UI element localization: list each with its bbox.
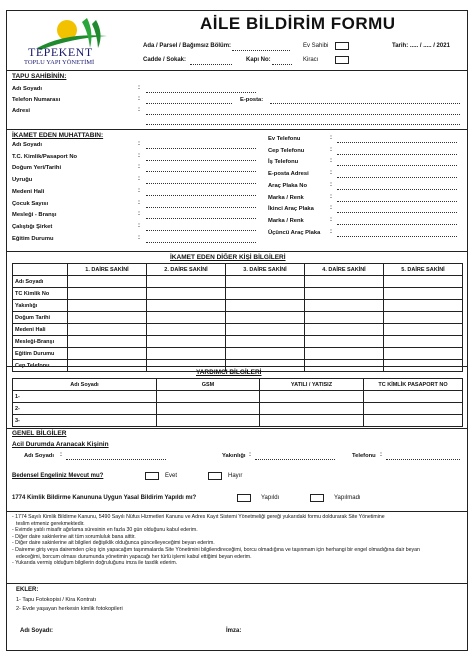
ikamet-left-label: Çalıştığı Şirket (12, 223, 53, 230)
yardimci-table-body (13, 391, 463, 427)
colon: : (138, 164, 140, 171)
ikamet-right-label: İkinci Araç Plaka (268, 206, 314, 213)
diger-col-header: 1. DAİRE SAKİNİ (68, 264, 147, 276)
kiraci-label: Kiracı (303, 57, 319, 63)
table-row (13, 288, 463, 300)
ikamet-section-title: İKAMET EDEN MUHATTABIN: (12, 132, 104, 139)
diger-cell[interactable] (147, 276, 226, 288)
diger-cell[interactable] (147, 348, 226, 360)
colon: : (330, 135, 332, 141)
ikamet-left-label: Uyruğu (12, 177, 33, 184)
diger-row-label: Adı Soyadı (13, 276, 68, 288)
colon: : (330, 170, 332, 177)
ikamet-right-field[interactable] (337, 165, 457, 166)
note-item: edeceğimi, borcum olması durumunda yönetimin yapacağı her türlü işlemi kabul ettiğimi beyan ederim. (16, 553, 252, 560)
acil-relation-field[interactable] (255, 459, 335, 460)
diger-col-header: 4. DAİRE SAKİNİ (305, 264, 384, 276)
acil-name-field[interactable] (66, 459, 166, 460)
ikamet-right-field[interactable] (337, 189, 457, 190)
colon: : (330, 205, 332, 212)
table-row (13, 348, 463, 360)
ikamet-left-field[interactable] (146, 242, 256, 243)
diger-row-label: TC Kimlik No (13, 288, 68, 300)
yardimci-row-label[interactable]: 1- (13, 391, 157, 403)
table-row (13, 276, 463, 288)
diger-cell[interactable] (68, 312, 147, 324)
ikamet-right-field[interactable] (337, 224, 457, 225)
ikamet-left-label: Mesleği - Branşı (12, 212, 57, 219)
diger-cell[interactable] (384, 336, 463, 348)
yardimci-row-label[interactable]: 3- (13, 415, 157, 427)
declaration-notes (12, 514, 464, 567)
ikamet-left-label: Adı Soyadı (12, 142, 42, 148)
colon: : (380, 452, 382, 458)
diger-cell[interactable] (305, 276, 384, 288)
tapu-address-field-2[interactable] (146, 124, 460, 125)
colon: : (138, 187, 140, 194)
diger-col-header: 2. DAİRE SAKİNİ (147, 264, 226, 276)
colon: : (249, 452, 251, 458)
diger-cell[interactable] (305, 336, 384, 348)
diger-cell[interactable] (147, 312, 226, 324)
yardimci-cell[interactable] (157, 415, 260, 427)
diger-cell[interactable] (68, 276, 147, 288)
ikamet-left-label: T.C. Kimlik/Pasaport No (12, 153, 78, 160)
diger-table-body (13, 276, 463, 372)
diger-table (12, 263, 463, 372)
colon: : (330, 181, 332, 188)
diger-cell[interactable] (147, 288, 226, 300)
evet-checkbox[interactable] (145, 472, 159, 480)
ikamet-left-label: Eğitim Durumu (12, 235, 54, 242)
diger-cell[interactable] (305, 324, 384, 336)
diger-row-label: Medeni Hali (13, 324, 68, 336)
acil-relation-label: Yakınlığı (222, 453, 246, 459)
yardimci-cell[interactable] (157, 391, 260, 403)
kiraci-checkbox[interactable] (335, 56, 349, 64)
diger-cell[interactable] (147, 336, 226, 348)
tapu-email-label: E-posta: (240, 97, 264, 103)
acil-title: Acil Durumda Aranacak Kişinin (12, 441, 109, 448)
colon: : (138, 222, 140, 229)
ikamet-right-label: Üçüncü Araç Plaka (268, 229, 321, 236)
divider (6, 366, 468, 367)
ada-label: Ada / Parsel / Bağımsız Bölüm: (143, 43, 232, 49)
cadde-field[interactable] (190, 64, 232, 65)
ikamet-right-label: Marka / Renk (268, 194, 304, 201)
diger-cell[interactable] (305, 312, 384, 324)
colon: : (138, 176, 140, 183)
diger-cell[interactable] (226, 348, 305, 360)
note-item: - Evimde yatılı misafir ağırlama süresinin en fazla 30 gün olduğunu kabul ederim. (12, 527, 198, 534)
ikamet-right-label: Marka / Renk (268, 217, 304, 224)
diger-col-header: 5. DAİRE SAKİNİ (384, 264, 463, 276)
hayir-checkbox[interactable] (208, 472, 222, 480)
ikamet-left-field[interactable] (146, 183, 256, 184)
yardimci-cell[interactable] (364, 415, 463, 427)
acil-phone-label: Telefonu (352, 453, 376, 459)
ikamet-right-field[interactable] (337, 236, 457, 237)
yardimci-cell[interactable] (157, 403, 260, 415)
table-row (13, 312, 463, 324)
diger-col-header: 3. DAİRE SAKİNİ (226, 264, 305, 276)
colon: : (330, 146, 332, 153)
diger-cell[interactable] (384, 288, 463, 300)
genel-section-title: GENEL BİLGİLER (12, 430, 67, 437)
diger-cell[interactable] (384, 300, 463, 312)
colon: : (330, 158, 332, 165)
diger-section-title: İKAMET EDEN DİĞER KİŞİ BİLGİLERİ (170, 254, 286, 261)
kapi-field[interactable] (272, 64, 292, 65)
diger-cell[interactable] (226, 336, 305, 348)
ada-field[interactable] (232, 50, 290, 51)
tapu-section-title: TAPU SAHİBİNİN: (12, 73, 67, 80)
colon: : (138, 152, 140, 159)
cadde-label: Cadde / Sokak: (143, 57, 187, 63)
yardimci-col-header: TC KİMLİK PASAPORT NO (364, 379, 463, 391)
note-item: - Daireme giriş veya dairemden çıkış için yapacağım taşınmalarda Site Yönetimini bilgilendireceğimi, borcu olmadığına ve taşınmam için herhangi bir engel olmadığına dair beyan (12, 546, 420, 553)
note-item: - 1774 Sayılı Kimlik Bildirme Kanunu, 5490 Sayılı Nüfus Hizmetleri Kanunu ve Adres Kayıt Sistemi Yönetmeliği gereği yukarıdaki formu doldurarak Site Yönetimine (12, 514, 385, 520)
diger-row-label: Mesleği-Branşı (13, 336, 68, 348)
table-row (13, 324, 463, 336)
diger-cell[interactable] (226, 300, 305, 312)
hayir-label: Hayır (228, 473, 243, 479)
evet-label: Evet (165, 473, 178, 479)
divider (6, 70, 468, 71)
logo-text: TEPEKENT (28, 45, 93, 59)
ikamet-right-label: İş Telefonu (268, 159, 299, 166)
tapu-address-field[interactable] (146, 114, 460, 115)
yapildi-checkbox[interactable] (237, 494, 251, 502)
ikamet-left-field[interactable] (146, 207, 256, 208)
colon: : (138, 85, 140, 91)
ikamet-right-field[interactable] (337, 177, 457, 178)
table-row (13, 415, 463, 427)
yardimci-col-header: GSM (157, 379, 260, 391)
tapu-phone-field[interactable] (146, 103, 232, 104)
logo (12, 12, 130, 68)
engelli-question: Bedensel Engeliniz Mevcut mu? (12, 473, 104, 479)
divider (6, 428, 468, 429)
tapu-phone-label: Telefon Numarası (12, 97, 61, 103)
colon: : (138, 211, 140, 218)
acil-name-label: Adı Soyadı (24, 453, 54, 459)
colon: : (138, 107, 140, 113)
diger-cell[interactable] (384, 348, 463, 360)
diger-cell[interactable] (68, 324, 147, 336)
ikamet-left-field[interactable] (146, 160, 256, 161)
ikamet-right-field[interactable] (337, 212, 457, 213)
ekler-title: EKLER: (16, 587, 39, 593)
ikamet-left-field[interactable] (146, 218, 256, 219)
yardimci-cell[interactable] (260, 391, 364, 403)
yardimci-cell[interactable] (364, 403, 463, 415)
diger-cell[interactable] (226, 324, 305, 336)
tapu-name-field[interactable] (146, 92, 256, 93)
diger-cell[interactable] (226, 276, 305, 288)
table-row (13, 403, 463, 415)
date-field[interactable]: Tarih: ..... / ..... / 2021 (392, 43, 450, 49)
diger-cell[interactable] (305, 288, 384, 300)
diger-cell[interactable] (226, 288, 305, 300)
ikamet-right-label: Ev Telefonu (268, 136, 301, 142)
colon: : (330, 228, 332, 235)
ekler-item: 1- Tapu Fotokopisi / Kira Kontratı (16, 597, 96, 603)
ekler-item: 2- Evde yaşayan herkesin kimlik fotokopileri (16, 606, 123, 612)
tapu-address-label: Adresi (12, 108, 31, 114)
yardimci-row-label[interactable]: 2- (13, 403, 157, 415)
diger-cell[interactable] (68, 288, 147, 300)
yapilmadi-label: Yapılmadı (334, 495, 361, 501)
diger-cell[interactable] (68, 336, 147, 348)
colon: : (138, 96, 140, 102)
colon: : (330, 193, 332, 200)
diger-cell[interactable] (226, 312, 305, 324)
note-item: - Diğer daire sakinlerine ait bilgileri değişiklik olduğunca güncelleyeceğimi beyan ederim. (12, 540, 215, 547)
diger-cell[interactable] (68, 300, 147, 312)
note-item: - Diğer daire sakinlerine ait tüm sorumluluk bana aittir. (12, 533, 136, 540)
kapi-label: Kapı No: (246, 57, 271, 63)
diger-cell[interactable] (305, 348, 384, 360)
diger-cell[interactable] (147, 300, 226, 312)
table-row (13, 300, 463, 312)
ikamet-right-label: Cep Telefonu (268, 147, 305, 154)
ikamet-left-field[interactable] (146, 148, 256, 149)
divider (6, 511, 468, 512)
yardimci-cell[interactable] (260, 403, 364, 415)
signature-label: İmza: (226, 628, 242, 634)
yardimci-col-header: YATILI / YATISIZ (260, 379, 364, 391)
diger-row-label: Yakınlığı (13, 300, 68, 312)
colon: : (60, 452, 62, 458)
diger-cell[interactable] (305, 300, 384, 312)
yardimci-header-row (13, 379, 463, 391)
diger-header-row (13, 264, 463, 276)
yapilmadi-checkbox[interactable] (310, 494, 324, 502)
diger-cell[interactable] (384, 312, 463, 324)
yardimci-col-header: Adı Soyadı (13, 379, 157, 391)
form-title: AİLE BİLDİRİM FORMU (200, 14, 396, 33)
yardimci-table (12, 378, 463, 427)
ikamet-left-label: Çocuk Sayısı (12, 200, 49, 207)
tapu-name-label: Adı Soyadı (12, 86, 42, 92)
diger-cell[interactable] (384, 276, 463, 288)
colon: : (138, 234, 140, 241)
ev-sahibi-label: Ev Sahibi (303, 43, 329, 49)
table-row (13, 391, 463, 403)
ev-sahibi-checkbox[interactable] (335, 42, 349, 50)
ikamet-left-label: Medeni Hali (12, 188, 45, 195)
ikamet-left-field[interactable] (146, 171, 256, 172)
ikamet-left-label: Doğum Yeri/Tarihi (12, 165, 62, 172)
divider (6, 251, 468, 252)
ikamet-left-field[interactable] (146, 195, 256, 196)
diger-row-label: Doğum Tarihi (13, 312, 68, 324)
table-row (13, 336, 463, 348)
colon: : (138, 141, 140, 147)
diger-corner (13, 264, 68, 276)
signer-name-label: Adı Soyadı: (20, 628, 54, 634)
note-item: teslim etmeniz gerekmektedir. (16, 520, 85, 527)
colon: : (330, 216, 332, 223)
diger-row-label: Cep Telefonu (13, 360, 68, 372)
diger-cell[interactable] (147, 324, 226, 336)
yardimci-section-title: YARDIMCI BİLGİLERİ (196, 369, 262, 376)
ikamet-right-label: Araç Plaka No (268, 182, 307, 189)
yardimci-cell[interactable] (260, 415, 364, 427)
colon: : (138, 199, 140, 206)
ikamet-right-field[interactable] (337, 201, 457, 202)
diger-row-label: Eğitim Durumu (13, 348, 68, 360)
diger-cell[interactable] (384, 324, 463, 336)
yapildi-label: Yapıldı (261, 495, 280, 501)
diger-cell[interactable] (68, 348, 147, 360)
ikamet-right-field[interactable] (337, 154, 457, 155)
acil-phone-field[interactable] (386, 459, 460, 460)
kanun-question: 1774 Kimlik Bildirme Kanununa Uygun Yasal Bildirim Yapıldı mı? (12, 495, 197, 501)
yardimci-cell[interactable] (364, 391, 463, 403)
divider (6, 129, 468, 130)
note-item: - Yukarıda vermiş olduğum bilgilerin doğruluğunu imza ile tasdik ederim. (12, 560, 178, 567)
ikamet-right-label: E-posta Adresi (268, 171, 309, 178)
tapu-email-field[interactable] (270, 103, 460, 104)
logo-subtext: TOPLU YAPI YÖNETİMİ (24, 59, 95, 66)
divider (6, 583, 468, 584)
ikamet-left-field[interactable] (146, 230, 256, 231)
ikamet-right-field[interactable] (337, 142, 457, 143)
